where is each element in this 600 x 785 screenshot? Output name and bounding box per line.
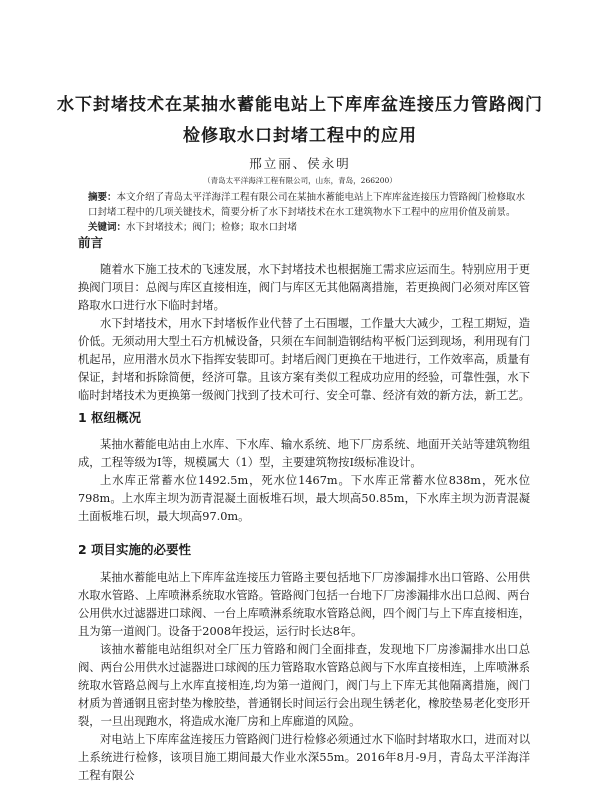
- keywords: [88, 220, 530, 235]
- title-line-2: 检修取水口封堵工程中的应用: [183, 126, 417, 146]
- keywords-label: 关键词：: [88, 222, 127, 233]
- section-heading-2: 2 项目实施的必要性: [78, 542, 192, 557]
- paragraph: 水下封堵技术，用水下封堵板作业代替了土石围堰，工作量大大减少，工程工期短，造价低。无须动用大型土石方机械设备，只须在车间制造钢结构平板门运到现场，利用现有门机起吊，应用潜水员水下指挥安装即可。封堵后阀门更换在干地进行，工作效率高，质量有保证，封堵和拆除简便，经济可靠。且该方案有类似工程成功应用的经验，可靠性强，水下临时封堵技术为更换第一级阀门找到了技术可行、安全可靠、经济有效的新方法，新工艺。: [78, 317, 530, 402]
- abstract: [88, 190, 530, 220]
- paragraph: 该抽水蓄能电站组织对全厂压力管路和阀门全面排查，发现地下厂房渗漏排水出口总阀、两台公用供水过滤器进口球阀的压力管路取水管路总阀与下水库直接相连，上库喷淋系统取水管路总阀与上水库直接相连,均为第一道阀门，阀门与上下库无其他隔离措施，阀门材质为普通钢且密封垫为橡胶垫，普通钢长时间运行会出现生锈老化，橡胶垫易老化变形开裂，一旦出现跑水，将造成水淹厂房和上库廊道的风险。: [78, 643, 530, 728]
- authors: 邢立丽、侯永明: [249, 156, 351, 171]
- paragraph: 对电站上下库库盆连接压力管路阀门进行检修必须通过水下临时封堵取水口，进而对以上系统进行检修，该项目施工期间最大作业水深55m。2016年8月-9月，青岛太平洋海洋工程有限公: [78, 733, 530, 782]
- paragraph: 某抽水蓄能电站上下库库盆连接压力管路主要包括地下厂房渗漏排水出口管路、公用供水取水管路、上库喷淋系统取水管路。管路阀门包括一台地下厂房渗漏排水出口总阀、两台公用供水过滤器进口球阀、一台上库喷淋系统取水管路总阀，四个阀门与上下库直接相连，且为第一道阀门。设备于2008年投运，运行时长达8年。: [78, 571, 530, 638]
- paragraph: 随着水下施工技术的飞速发展，水下封堵技术也根据施工需求应运而生。特别应用于更换阀门项目：总阀与库区直接相连，阀门与库区无其他隔离措施，若更换阀门必须对库区管路取水口进行水下临时封堵。: [78, 263, 530, 312]
- section-heading-1: 1 枢纽概况: [78, 410, 142, 425]
- affiliation: （青岛太平洋海洋工程有限公司，山东，青岛，266200）: [203, 176, 397, 185]
- abstract-label: 摘要：: [88, 192, 117, 203]
- section-heading-preface: 前言: [78, 235, 104, 250]
- paragraph: 某抽水蓄能电站由上水库、下水库、输水系统、地下厂房系统、地面开关站等建筑物组成，工程等级为Ⅰ等，规模属大（1）型，主要建筑物按Ⅰ级标准设计。: [78, 438, 530, 469]
- paragraph: 上水库正常蓄水位1492.5m，死水位1467m。下水库正常蓄水位838m，死水位798m。上水库主坝为沥青混凝土面板堆石坝，最大坝高50.85m，下水库主坝为沥青混凝土面板堆石坝，最大坝高97.0m。: [78, 474, 530, 523]
- keywords-text: 水下封堵技术；阀门；检修；取水口封堵: [126, 222, 298, 233]
- abstract-text: 本文介绍了青岛太平洋海洋工程有限公司在某抽水蓄能电站上下库库盆连接压力管路阀门检修取水口封堵工程中的几项关键技术，简要分析了水下封堵技术在水工建筑物水下工程中的应用价值及前景。: [88, 192, 526, 218]
- title-line-1: 水下封堵技术在某抽水蓄能电站上下库库盆连接压力管路阀门: [57, 95, 543, 115]
